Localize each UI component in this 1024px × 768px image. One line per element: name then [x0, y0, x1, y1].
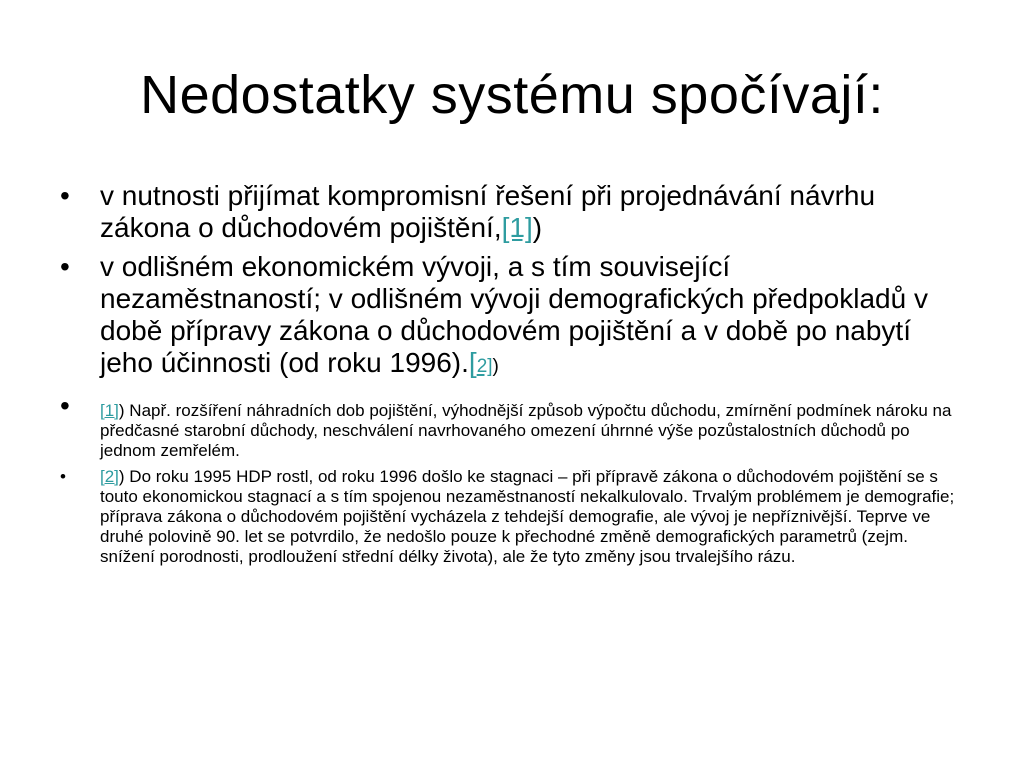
footnote-link-2[interactable] — [469, 347, 493, 378]
footnote-item-1 — [58, 401, 958, 461]
footnote-link-2-bracket: [ — [468, 347, 477, 378]
footnote-item-2 — [58, 467, 958, 567]
footnote-ref-1[interactable]: [1] — [100, 401, 119, 420]
bullet-list — [58, 180, 958, 573]
footnote-ref-2[interactable]: [2] — [100, 467, 119, 486]
footnote-2 — [100, 467, 958, 567]
bullet-dot-icon: • — [60, 180, 70, 211]
footnote-link-1[interactable]: [1] — [501, 212, 533, 243]
bullet-close-1: ) — [532, 212, 543, 243]
bullet-item-1 — [58, 180, 958, 244]
bullet-item-2 — [58, 251, 958, 383]
bullet-dot-icon: • — [60, 467, 66, 486]
bullet-dot-icon: • — [60, 390, 70, 421]
bullet-dot-icon: • — [60, 251, 70, 282]
footnote-text-1: ) Např. rozšíření náhradních dob pojištění, výhodnější způsob výpočtu důchodu, zmírnění podmínek nároku na předčasné starobní důchody, neschválení navrhovaného omezení úhrnné výše pozůstalostních důchodů po jednom zemřelém. — [100, 401, 952, 460]
slide-title: Nedostatky systému spočívají: — [140, 65, 884, 125]
footnote-link-2-number: 2] — [476, 356, 493, 377]
bullet-text-1: v nutnosti přijímat kompromisní řešení při projednávání návrhu zákona o důchodovém pojištění, — [100, 180, 876, 243]
bullet-close-2: ) — [492, 356, 499, 377]
bullet-text-2: v odlišném ekonomickém vývoji, a s tím související nezaměstnaností; v odlišném vývoji demografických předpokladů v době přípravy zákona o důchodovém pojištění a v době po nabytí jeho účinnosti (od roku 1996). — [100, 251, 928, 378]
footnote-1 — [100, 401, 958, 461]
footnote-text-2: ) Do roku 1995 HDP rostl, od roku 1996 došlo ke stagnaci – při přípravě zákona o důchodovém pojištění se s touto ekonomickou stagnací a s tím spojenou nezaměstnaností nekalkulovalo. Trvalým problémem je demografie; příprava zákona o důchodovém pojištění vycházela z tehdejší demografie, ale vývoj je nepříznivější. Teprve ve druhé polovině 90. let se potvrdilo, že nedošlo pouze k přechodné změně demografických parametrů (zejm. snížení porodnosti, prodloužení střední délky života), ale že tyto změny jsou trvalejšího rázu. — [100, 467, 955, 566]
